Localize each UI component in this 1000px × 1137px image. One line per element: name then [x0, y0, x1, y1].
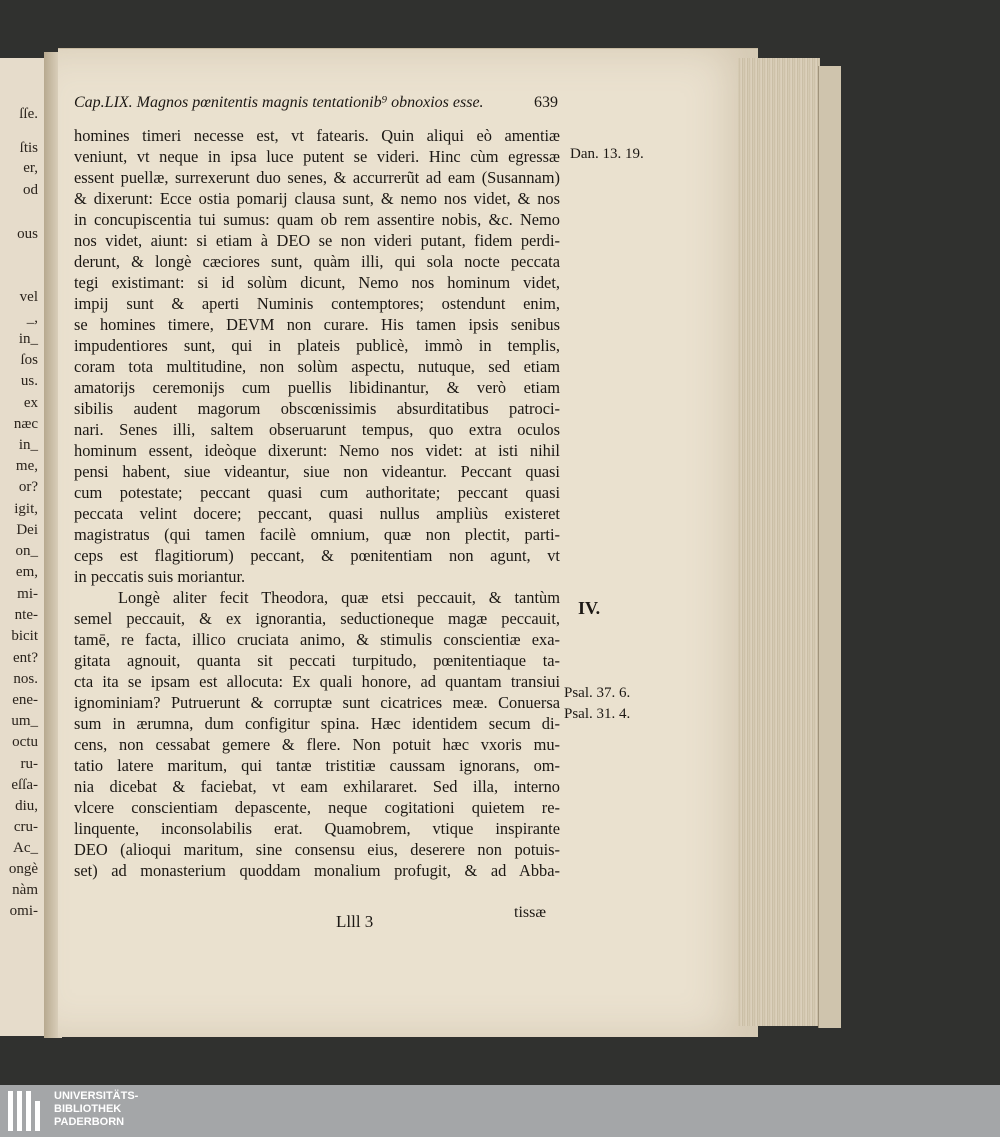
left-page-text: ſtis — [19, 140, 38, 156]
text-line: & dixerunt: Ecce ostia pomarij clausa sunt, & nemo nos videt, & nos — [74, 189, 560, 208]
text-line: tamē, re facta, illico cruciata animo, & stimulis conscientiæ exa- — [74, 630, 560, 649]
left-page-text: diu, — [15, 798, 38, 814]
left-page-text: næc — [13, 416, 38, 432]
left-page-text: in_ — [18, 437, 38, 453]
left-page-text: vel — [19, 289, 38, 305]
left-page-text: nos. — [13, 671, 38, 687]
text-line: veniunt, vt neque in ipsa luce putent se videri. Hinc cùm egressæ — [74, 147, 560, 166]
text-line: semel peccauit, & ex ignorantia, seductioneque magæ peccauit, — [74, 609, 560, 628]
left-page-text: er, — [23, 160, 38, 176]
text-line: amatorijs ceremonijs cum puellis libidinantur, & verò etiam — [74, 378, 560, 397]
text-line: se homines timere, DEVM non curare. His tamen ipsis senibus — [74, 315, 560, 334]
text-line: ceps est flagitiorum) peccant, & pœnitentiam non agunt, vt — [74, 546, 560, 565]
text-line: nari. Senes illi, saltem obseruarunt tempus, quo extra oculos — [74, 420, 560, 439]
left-page-text: eſſa- — [11, 777, 38, 793]
library-name-line: PADERBORN — [54, 1116, 125, 1128]
margin-note: Psal. 31. 4. — [564, 706, 631, 722]
left-page-text: us. — [20, 373, 38, 389]
left-page-text: bicit — [11, 628, 38, 644]
left-page-text: um_ — [11, 713, 38, 729]
text-line: cum potestate; peccant quasi cum authoritate; peccant quasi — [74, 483, 560, 502]
left-page-text: in_ — [18, 331, 38, 347]
text-line: homines timeri necesse est, vt fatearis. Quin aliqui eò amentiæ — [74, 126, 560, 145]
signature-mark: Llll 3 — [336, 912, 374, 931]
text-line: tegi existimant: si id solùm dicunt, Nemo nos hominum videt, — [74, 273, 560, 292]
library-footer-bar — [0, 1085, 1000, 1137]
left-page-text: octu — [12, 734, 38, 750]
left-page-text: igit, — [14, 501, 38, 517]
left-page-text: ſſe. — [19, 106, 38, 122]
text-line: nos videt, aiunt: si etiam à DEO se non videri putant, fidem perdi- — [74, 231, 560, 250]
left-page-text: ene- — [12, 692, 38, 708]
left-page-text: Dei — [16, 522, 38, 538]
text-line: gitata agnouit, quanta sit peccati turpitudo, pœnitentiaque ta- — [74, 651, 560, 670]
left-page-text: ent? — [13, 650, 38, 666]
text-line: DEO (alioqui maritum, sine consensu eius, deserere non potuis- — [74, 840, 560, 859]
text-line: in concupiscentia tui sumus: quam ob rem assentire nobis, &c. Nemo — [74, 210, 560, 229]
text-line: impij sunt & aperti Numinis contemptores; ostendunt enim, — [74, 294, 560, 313]
left-page-text: ous — [17, 226, 38, 242]
text-line: pensi habent, siue videantur, siue non videantur. Peccant quasi — [74, 462, 560, 481]
running-title: Cap.LIX. Magnos pœnitentis magnis tentationib⁹ obnoxios esse. — [74, 94, 484, 111]
library-name-line: BIBLIOTHEK — [54, 1103, 122, 1115]
section-number: IV. — [578, 598, 601, 618]
page-edges — [738, 58, 820, 1026]
text-line: cta ita se ipsam est allocuta: Ex quali honore, ad quantam transiui — [74, 672, 560, 691]
left-page-text: omi- — [9, 903, 38, 919]
left-page-text: nte- — [14, 607, 38, 623]
text-line: magistratus (qui tamen facilè omnium, quæ non plectit, parti- — [74, 525, 560, 544]
margin-note: Dan. 13. 19. — [570, 146, 644, 162]
text-line: cens, non cessabat gemere & flere. Non potuit hæc vxoris mu- — [74, 735, 560, 754]
text-line: Longè aliter fecit Theodora, quæ etsi peccauit, & tantùm — [118, 588, 560, 607]
running-header — [74, 94, 558, 112]
text-line: linquente, inconsolabilis erat. Quamobrem, vtique inspirante — [74, 819, 560, 838]
library-logo-icon — [8, 1091, 48, 1131]
left-page-text: on_ — [15, 543, 38, 559]
left-page-text: nàm — [12, 882, 38, 898]
left-page-text: Ac_ — [13, 840, 38, 856]
text-line: sibilis audent magorum obscœnissimis absurditatibus patroci- — [74, 399, 560, 418]
left-page-text: mi- — [17, 586, 38, 602]
left-page-text: ex — [23, 395, 38, 411]
page-number: 639 — [534, 94, 558, 111]
text-line: hominum essent, ideòque dixerunt: Nemo nos videt: at isti nihil — [74, 441, 560, 460]
text-line: impudentiores sunt, qui in plateis publicè, immò in templis, — [74, 336, 560, 355]
library-name — [54, 1090, 138, 1129]
left-page-text: or? — [18, 479, 38, 495]
left-page-text: _, — [26, 310, 38, 326]
left-page-text: od — [23, 182, 38, 198]
library-name-line: UNIVERSITÄTS- — [54, 1090, 139, 1102]
text-line: coram tota multitudine, non solùm aspectu, nutuque, sed etiam — [74, 357, 560, 376]
catchword: tissæ — [514, 904, 547, 921]
left-page-text: em, — [15, 564, 38, 580]
text-line: essent puellæ, surrexerunt duo senes, & accurrerũt ad eam (Susannam) — [74, 168, 560, 187]
text-line: in peccatis suis moriantur. — [74, 567, 246, 586]
text-line: derunt, & longè cæciores sunt, quàm illi, qui sola nocte peccata — [74, 252, 560, 271]
text-line: nia dicebat & faciebat, vt eam exhilararet. Sed illa, interno — [74, 777, 560, 796]
left-page-text: cru- — [13, 819, 38, 835]
book-cover-edge — [818, 66, 841, 1028]
text-line: peccata velint docere; peccant, quasi nullus ampliùs existeret — [74, 504, 560, 523]
text-line: vlcere conscientiam depascente, neque cogitationi quietem re- — [74, 798, 560, 817]
text-line: sum in ærumna, dum configitur spina. Hæc identidem secum di- — [74, 714, 560, 733]
left-page-text: ongè — [8, 861, 38, 877]
text-line: tatio latere maritum, qui tantæ tristitiæ caussam ignorans, om- — [74, 756, 560, 775]
left-page-text: me, — [15, 458, 38, 474]
margin-note: Psal. 37. 6. — [564, 685, 631, 701]
left-page-fragment — [0, 58, 46, 1036]
text-line: ignominiam? Putruerunt & corruptæ sunt cicatrices meæ. Conuersa — [74, 693, 560, 712]
left-page-text: ru- — [20, 756, 38, 772]
left-page-text: ſos — [20, 352, 38, 368]
text-line: set) ad monasterium quoddam monalium profugit, & ad Abba- — [74, 861, 560, 880]
